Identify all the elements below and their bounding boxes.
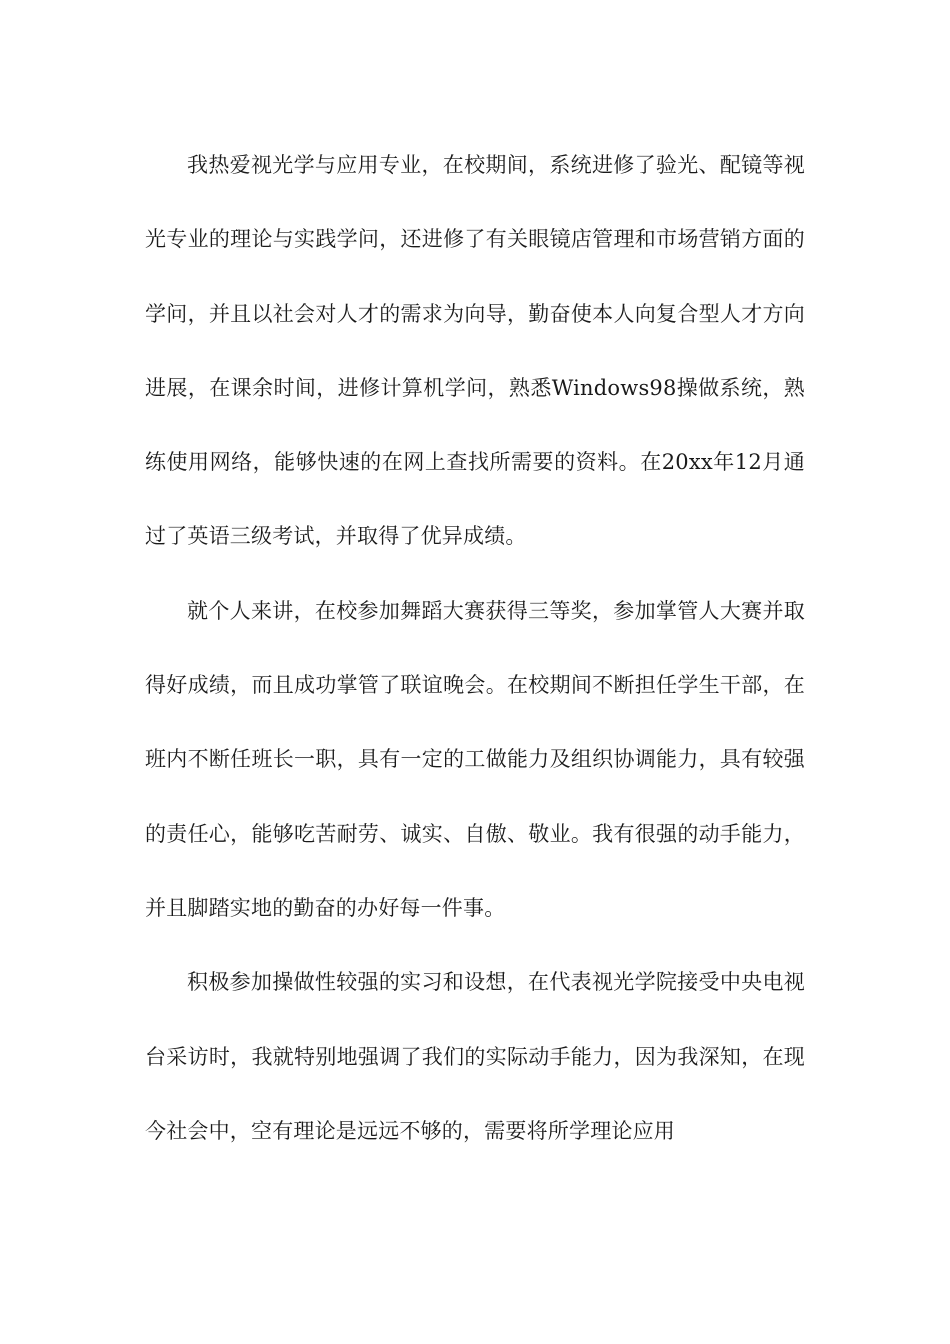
paragraph-practice: 积极参加操做性较强的实习和设想，在代表视光学院接受中央电视台采访时，我就特别地强调了我们的实际动手能力，因为我深知，在现今社会中，空有理论是远远不够的，需要将所学理论应用: [145, 970, 805, 1143]
paragraph-personal: 就个人来讲，在校参加舞蹈大赛获得三等奖，参加掌管人大赛并取得好成绩，而且成功掌管了联谊晚会。在校期间不断担任学生干部，在班内不断任班长一职，具有一定的工做能力及组织协调能力，具有较强的责任心，能够吃苦耐劳、诚实、自傲、敬业。我有很强的动手能力，并且脚踏实地的勤奋的办好每一件事。: [145, 598, 805, 920]
document-body: [145, 128, 805, 1168]
paragraph-study: 我热爱视光学与应用专业，在校期间，系统进修了验光、配镜等视光专业的理论与实践学问，还进修了有关眼镜店管理和市场营销方面的学问，并且以社会对人才的需求为向导，勤奋使本人向复合型人才方向进展，在课余时间，进修计算机学问，熟悉Windows98操做系统，熟练使用网络，能够快速的在网上查找所需要的资料。在20xx年12月通过了英语三级考试，并取得了优异成绩。: [145, 153, 805, 549]
